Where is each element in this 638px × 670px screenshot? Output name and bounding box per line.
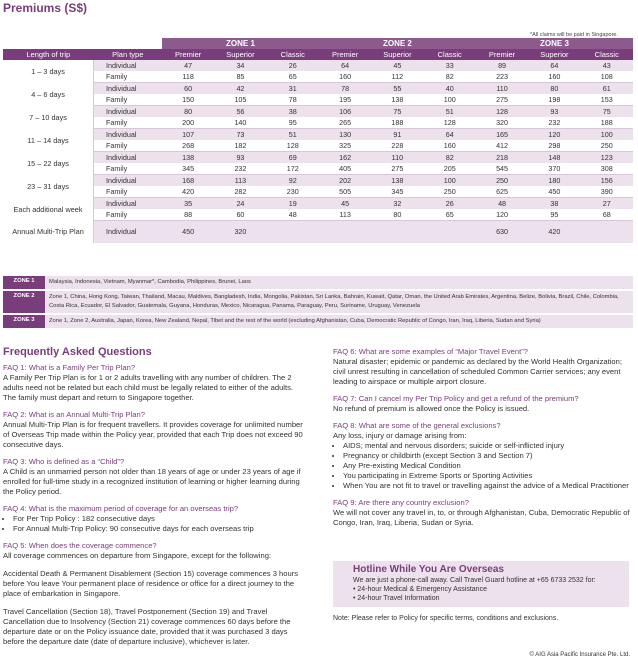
premium-cell: 92 (267, 175, 319, 187)
plan-type: Individual (94, 129, 162, 141)
zone-2-countries: Zone 1, China, Hong Kong, Taiwan, Thailand, Macau, Maldives, Bangladesh, India, Mongolia, Pakistan, Sri Lanka, Bahrain, Kuwait, Qatar, Oman, the United Arab Emirates, Argentina, Belize, Bolivia, Brazil, Chile, Colombia, Costa Rica, Ecuador, El Salvador, Guatemala, Guyana, Honduras, Mexico, Nicaragua, Panama, Paraguay, Peru, Suriname, Uruguay, Venezuela (45, 291, 633, 313)
hotline-item: • 24-hour Medical & Emergency Assistance (353, 586, 487, 593)
premium-cell: 110 (476, 83, 528, 95)
premium-cell: 64 (528, 60, 580, 71)
col-tier: Superior (371, 49, 423, 60)
faq-5-answer: All coverage commences on departure from Singapore, except for the following: (3, 551, 272, 560)
premium-cell: 320 (214, 221, 266, 243)
hotline-title: Hotline While You Are Overseas (353, 564, 504, 575)
trip-length: 1 – 3 days (3, 60, 94, 83)
premium-cell: 95 (528, 209, 580, 221)
premium-cell: 188 (581, 117, 633, 129)
zone-1-row (3, 276, 633, 289)
premium-cell (424, 221, 476, 243)
premium-cell: 625 (476, 186, 528, 198)
premium-cell (267, 221, 319, 243)
premium-cell: 138 (371, 94, 423, 106)
premium-cell: 61 (581, 83, 633, 95)
table-row (3, 94, 633, 106)
premium-cell: 138 (162, 152, 214, 164)
premium-cell: 47 (162, 60, 214, 71)
faq-9-question: FAQ 9: Are there any country exclusion? (333, 498, 469, 507)
faq-5-answer-accident: Accidental Death & Permanent Disablement (Section 15) coverage commences 3 hours before You leave Your permanent place of residence or office for a direct journey to the place of embarkation in Singapore. (3, 569, 299, 598)
col-tier: Superior (528, 49, 580, 60)
premium-cell: 34 (214, 60, 266, 71)
plan-type: Family (94, 140, 162, 152)
faq-5-question: FAQ 5: When does the coverage commence? (3, 541, 157, 550)
premium-cell: 345 (162, 163, 214, 175)
premium-cell: 80 (162, 106, 214, 118)
plan-type: Individual (94, 83, 162, 95)
premium-cell: 228 (371, 140, 423, 152)
premium-cell: 205 (424, 163, 476, 175)
premium-cell: 118 (162, 71, 214, 83)
premium-cell: 100 (424, 175, 476, 187)
col-tier: Classic (424, 49, 476, 60)
premium-cell: 51 (424, 106, 476, 118)
premium-cell: 250 (581, 140, 633, 152)
zone1-header: ZONE 1 (162, 38, 319, 49)
premium-cell: 156 (581, 175, 633, 187)
premium-cell: 153 (581, 94, 633, 106)
premium-cell: 75 (581, 106, 633, 118)
premium-cell: 308 (581, 163, 633, 175)
premium-cell: 105 (214, 94, 266, 106)
premium-cell: 545 (476, 163, 528, 175)
col-tier: Classic (267, 49, 319, 60)
premium-cell: 180 (528, 175, 580, 187)
premium-cell: 56 (214, 106, 266, 118)
premium-cell: 188 (371, 117, 423, 129)
faq-6-question: FAQ 6: What are some examples of “Major Travel Event”? (333, 347, 528, 356)
premium-cell: 65 (424, 209, 476, 221)
plan-type: Family (94, 71, 162, 83)
premium-cell: 19 (267, 198, 319, 210)
hotline-item: • 24-hour Travel Information (353, 595, 440, 602)
premium-cell: 195 (319, 94, 371, 106)
premium-cell: 275 (476, 94, 528, 106)
premium-cell: 250 (424, 186, 476, 198)
premium-cell: 100 (424, 94, 476, 106)
claims-note: *All claims will be paid in Singapore. (529, 32, 618, 38)
premium-cell: 26 (267, 60, 319, 71)
zone-1-countries: Malaysia, Indonesia, Vietnam, Myanmar*, Cambodia, Philippines, Brunei, Laos (45, 276, 633, 289)
premium-cell (371, 221, 423, 243)
zone-descriptions (3, 276, 633, 330)
premium-cell: 112 (371, 71, 423, 83)
premium-cell: 172 (267, 163, 319, 175)
premium-cell: 60 (162, 83, 214, 95)
premium-cell: 345 (371, 186, 423, 198)
premium-cell: 35 (162, 198, 214, 210)
premium-cell (319, 221, 371, 243)
premium-table (3, 38, 633, 243)
premium-cell: 160 (424, 140, 476, 152)
plan-type: Individual (94, 152, 162, 164)
policy-note: Note: Please refer to Policy for specific terms, conditions and exclusions. (333, 615, 559, 622)
premium-cell: 69 (267, 152, 319, 164)
premium-cell: 73 (214, 129, 266, 141)
table-row (3, 140, 633, 152)
faq-8-question: FAQ 8: What are some of the general exclusions? (333, 421, 501, 430)
premium-cell: 298 (528, 140, 580, 152)
premium-cell: 200 (162, 117, 214, 129)
premium-cell: 60 (214, 209, 266, 221)
faq-3-answer: A Child is an unmarried person not older than 18 years of age or under 23 years of age if enrolled for full-time study in a recognized institution of learning or higher learning during the Policy period. (3, 467, 301, 496)
premium-cell (581, 221, 633, 243)
table-row (3, 83, 633, 95)
premium-cell: 48 (476, 198, 528, 210)
plan-type: Family (94, 117, 162, 129)
trip-length: 11 – 14 days (3, 129, 94, 152)
faq-8-item: • When You are not fit to travel or travelling against the advice of a Medical Practitioner (343, 481, 631, 491)
copyright: © AIG Asia Pacific Insurance Pte. Ltd. (529, 652, 630, 658)
plan-type: Individual (94, 221, 162, 243)
premium-cell: 450 (162, 221, 214, 243)
premium-cell: 38 (528, 198, 580, 210)
premium-cell: 320 (476, 117, 528, 129)
premium-cell: 113 (214, 175, 266, 187)
premium-cell: 202 (319, 175, 371, 187)
premium-cell: 108 (581, 71, 633, 83)
premium-cell: 38 (267, 106, 319, 118)
premium-cell: 93 (214, 152, 266, 164)
premium-cell: 106 (319, 106, 371, 118)
faq-2-answer: Annual Multi-Trip Plan is for frequent travellers. It provides coverage for unlimited number of Overseas Trip made within the Policy year, provided that each Trip does not exceed 90 consecutive days. (3, 420, 303, 449)
premium-cell: 78 (267, 94, 319, 106)
zone-3-tag: ZONE 3 (3, 315, 45, 328)
premium-cell: 42 (214, 83, 266, 95)
table-row (3, 129, 633, 141)
faq-1-question: FAQ 1: What is a Family Per Trip Plan? (3, 363, 136, 372)
premium-cell: 80 (371, 209, 423, 221)
faq-8-exclusion-list (333, 441, 631, 491)
premium-cell: 85 (214, 71, 266, 83)
premium-cell: 405 (319, 163, 371, 175)
premium-cell: 128 (476, 106, 528, 118)
col-tier: Premier (162, 49, 214, 60)
premium-cell: 420 (162, 186, 214, 198)
page-title: Premiums (S$) (3, 1, 88, 15)
premium-cell: 100 (581, 129, 633, 141)
premium-cell: 123 (581, 152, 633, 164)
premium-cell: 420 (528, 221, 580, 243)
faq-4-answer-list (3, 514, 303, 534)
premium-cell: 120 (528, 129, 580, 141)
premium-cell: 140 (214, 117, 266, 129)
plan-type: Family (94, 186, 162, 198)
premium-cell: 64 (424, 129, 476, 141)
trip-length: 4 – 6 days (3, 83, 94, 106)
premium-cell: 232 (214, 163, 266, 175)
premium-cell: 113 (319, 209, 371, 221)
premium-cell: 282 (214, 186, 266, 198)
premium-cell: 78 (319, 83, 371, 95)
premium-cell: 165 (476, 129, 528, 141)
premium-cell: 268 (162, 140, 214, 152)
premium-cell: 95 (267, 117, 319, 129)
premium-cell: 325 (319, 140, 371, 152)
col-length-of-trip: Length of trip (3, 49, 94, 60)
premium-cell: 48 (267, 209, 319, 221)
table-row (3, 60, 633, 71)
premium-cell: 265 (319, 117, 371, 129)
col-tier: Premier (319, 49, 371, 60)
premium-cell: 93 (528, 106, 580, 118)
col-tier: Superior (214, 49, 266, 60)
premium-cell: 51 (267, 129, 319, 141)
plan-type: Family (94, 163, 162, 175)
premium-cell: 82 (424, 152, 476, 164)
premium-cell: 232 (528, 117, 580, 129)
faq-7-answer: No refund of premium is allowed once the Policy is issued. (333, 404, 530, 413)
col-tier: Premier (476, 49, 528, 60)
premium-cell: 43 (581, 60, 633, 71)
premium-cell: 450 (528, 186, 580, 198)
premium-cell: 32 (371, 198, 423, 210)
faq-8-item: • AIDS; mental and nervous disorders; suicide or self-inflicted injury (343, 441, 631, 451)
premium-cell: 55 (371, 83, 423, 95)
plan-type: Individual (94, 198, 162, 210)
table-row (3, 117, 633, 129)
faq-left-column (3, 347, 303, 647)
faq-2-question: FAQ 2: What is an Annual Multi-Trip Plan? (3, 410, 145, 419)
premium-cell: 45 (319, 198, 371, 210)
faq-6-answer: Natural disaster; epidemic or pandemic as declared by the World Health Organization; civil unrest resulting in cancellation of scheduled Common Carrier services; any event leading to airspace or multiple airport closure. (333, 357, 622, 386)
zone2-header: ZONE 2 (319, 38, 476, 49)
col-plan-type: Plan type (94, 49, 162, 60)
faq-8-item: • You participating in Extreme Sports or Sporting Activities (343, 471, 631, 481)
premium-cell: 107 (162, 129, 214, 141)
premium-cell: 630 (476, 221, 528, 243)
premium-cell: 120 (476, 209, 528, 221)
trip-length: Each additional week (3, 198, 94, 221)
premium-cell: 80 (528, 83, 580, 95)
premium-cell: 198 (528, 94, 580, 106)
premium-cell: 65 (267, 71, 319, 83)
premium-cell: 160 (528, 71, 580, 83)
premium-cell: 64 (319, 60, 371, 71)
premium-cell: 45 (371, 60, 423, 71)
zone-3-countries: Zone 1, Zone 2, Australia, Japan, Korea, New Zealand, Nepal, Tibet and the rest of the world (excluding Afghanistan, Cuba, Democratic Republic of Congo, Iran, Iraq, Liberia, Sudan and Syria) (45, 315, 633, 328)
faq-9-answer: We will not cover any travel in, to, or through Afghanistan, Cuba, Democratic Republic of Congo, Iran, Iraq, Liberia, Sudan or Syria. (333, 508, 630, 527)
table-row-annual (3, 221, 633, 243)
zone-2-row (3, 291, 633, 313)
zone3-header: ZONE 3 (476, 38, 633, 49)
faq-4-item: • For Per Trip Policy : 182 consecutive days (13, 514, 303, 524)
premium-cell: 33 (424, 60, 476, 71)
premium-cell: 110 (371, 152, 423, 164)
premium-cell: 24 (214, 198, 266, 210)
table-row (3, 198, 633, 210)
faq-title: Frequently Asked Questions (3, 346, 152, 358)
faq-8-item: • Any Pre-existing Medical Condition (343, 461, 631, 471)
trip-length: 15 – 22 days (3, 152, 94, 175)
plan-type: Individual (94, 175, 162, 187)
table-row (3, 186, 633, 198)
faq-8-item: • Pregnancy or childbirth (except Section 3 and Section 7) (343, 451, 631, 461)
premium-cell: 275 (371, 163, 423, 175)
premium-cell: 40 (424, 83, 476, 95)
premium-cell: 150 (162, 94, 214, 106)
table-row (3, 106, 633, 118)
zone-3-row (3, 315, 633, 328)
faq-1-answer: A Family Per Trip Plan is for 1 or 2 adults travelling with any number of children. The 2 adults need not be related but each child must be legally related to either of the adults. The family must depart and return to Singapore together. (3, 373, 294, 402)
premium-cell: 89 (476, 60, 528, 71)
faq-5-answer-cancellation: Travel Cancellation (Section 18), Travel Postponement (Section 19) and Travel Cancellation due to Insolvency (Section 21) coverage commences 60 days before the departure date or on the Policy issuance date, provided that it was purchased 3 days before the departure date (date of departure inclusive), whichever is later. (3, 607, 291, 646)
premium-cell: 160 (319, 71, 371, 83)
faq-3-question: FAQ 3: Who is defined as a “Child”? (3, 457, 125, 466)
zone-1-tag: ZONE 1 (3, 276, 45, 289)
premium-cell: 68 (581, 209, 633, 221)
table-row (3, 71, 633, 83)
trip-length: 23 – 31 days (3, 175, 94, 198)
premium-cell: 230 (267, 186, 319, 198)
premium-cell: 138 (371, 175, 423, 187)
faq-4-item: • For Annual Multi-Trip Policy: 90 consecutive days for each overseas trip (13, 524, 303, 534)
premium-cell: 168 (162, 175, 214, 187)
premium-cell: 27 (581, 198, 633, 210)
plan-type: Individual (94, 60, 162, 71)
hotline-box (333, 561, 629, 607)
premium-cell: 75 (371, 106, 423, 118)
premium-cell: 182 (214, 140, 266, 152)
premium-cell: 162 (319, 152, 371, 164)
premium-cell: 370 (528, 163, 580, 175)
table-row (3, 209, 633, 221)
trip-length: Annual Multi-Trip Plan (3, 221, 94, 243)
premium-cell: 148 (528, 152, 580, 164)
col-tier: Classic (581, 49, 633, 60)
plan-type: Family (94, 209, 162, 221)
premium-cell: 82 (424, 71, 476, 83)
premium-cell: 91 (371, 129, 423, 141)
table-row (3, 163, 633, 175)
premium-cell: 390 (581, 186, 633, 198)
premium-cell: 128 (267, 140, 319, 152)
premium-cell: 88 (162, 209, 214, 221)
faq-8-answer: Any loss, injury or damage arising from: (333, 431, 467, 440)
premium-cell: 412 (476, 140, 528, 152)
faq-right-column (333, 347, 631, 528)
zone-2-tag: ZONE 2 (3, 291, 45, 313)
premium-cell: 128 (424, 117, 476, 129)
trip-length: 7 – 10 days (3, 106, 94, 129)
hotline-text: We are just a phone-call away. Call Travel Guard hotline at +65 6733 2532 for: (353, 577, 596, 584)
faq-7-question: FAQ 7: Can I cancel my Per Trip Policy and get a refund of the premium? (333, 394, 579, 403)
table-row (3, 152, 633, 164)
faq-4-question: FAQ 4: What is the maximum period of coverage for an overseas trip? (3, 504, 239, 513)
premium-cell: 223 (476, 71, 528, 83)
premium-cell: 218 (476, 152, 528, 164)
plan-type: Family (94, 94, 162, 106)
premium-cell: 26 (424, 198, 476, 210)
premium-cell: 250 (476, 175, 528, 187)
table-row (3, 175, 633, 187)
premium-cell: 31 (267, 83, 319, 95)
plan-type: Individual (94, 106, 162, 118)
premium-cell: 505 (319, 186, 371, 198)
premium-cell: 130 (319, 129, 371, 141)
